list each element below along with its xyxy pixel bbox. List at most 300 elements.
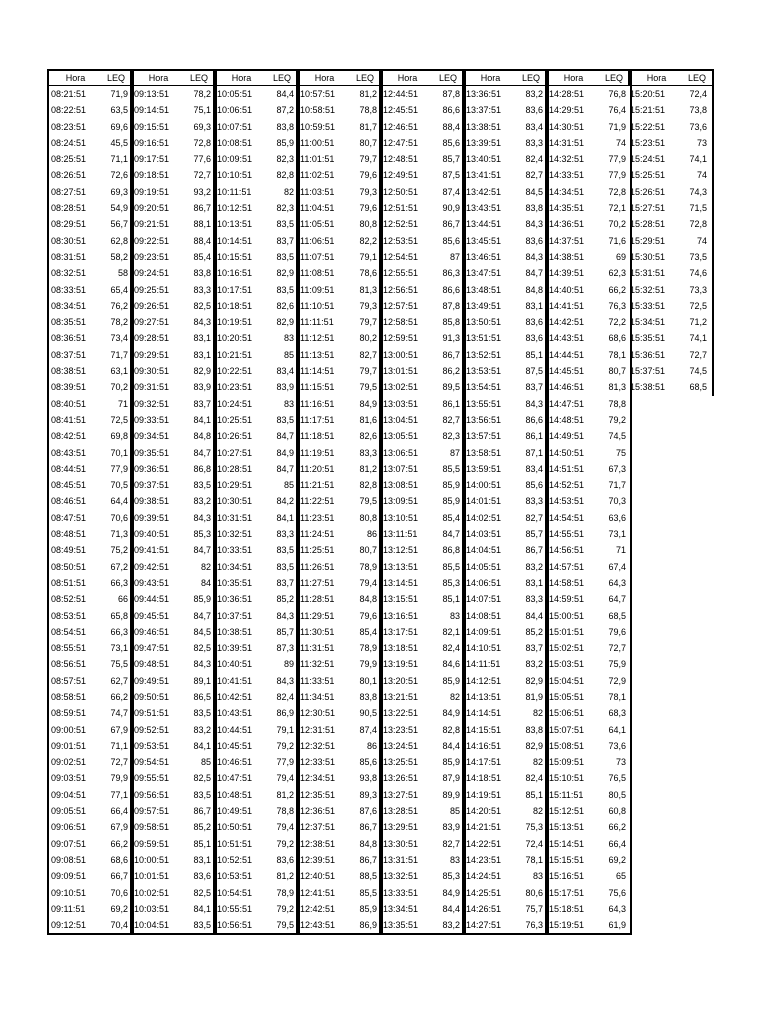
time-cell: 14:44:51 <box>549 349 585 360</box>
table-row <box>464 330 547 346</box>
time-cell: 08:37:51 <box>51 349 87 360</box>
time-cell: 11:10:51 <box>300 300 335 311</box>
table-row <box>298 640 381 656</box>
leq-cell: 82,9 <box>193 366 211 377</box>
table-row <box>628 379 712 395</box>
leq-cell: 74 <box>615 137 626 148</box>
leq-cell: 85,4 <box>193 251 211 262</box>
leq-cell: 85,9 <box>442 496 460 507</box>
table-row <box>381 901 464 917</box>
time-cell: 10:58:51 <box>300 105 336 116</box>
time-cell: 11:29:51 <box>300 610 335 621</box>
leq-cell: 85 <box>283 480 294 491</box>
leq-cell: 83,2 <box>525 659 543 670</box>
leq-cell: 84,7 <box>276 463 294 474</box>
table-row <box>49 852 132 868</box>
table-row <box>464 526 547 542</box>
table-row <box>464 298 547 314</box>
table-row <box>132 86 215 102</box>
table-row <box>381 86 464 102</box>
table-row <box>132 347 215 363</box>
table-row <box>49 184 132 200</box>
table-row <box>547 135 630 151</box>
table-row <box>49 836 132 852</box>
time-cell: 08:32:51 <box>51 268 87 279</box>
leq-cell: 76,5 <box>608 773 626 784</box>
leq-cell: 83,1 <box>193 854 211 865</box>
leq-cell: 83,8 <box>525 724 543 735</box>
time-cell: 10:54:51 <box>217 887 253 898</box>
table-row <box>381 689 464 705</box>
leq-cell: 71,5 <box>689 203 707 214</box>
time-cell: 09:16:51 <box>134 137 170 148</box>
table-row <box>464 493 547 509</box>
time-cell: 14:58:51 <box>549 577 585 588</box>
table-row <box>464 722 547 738</box>
table-row <box>381 379 464 395</box>
table-row <box>49 656 132 672</box>
table-row <box>464 836 547 852</box>
time-cell: 14:03:51 <box>466 529 502 540</box>
leq-cell: 83 <box>283 398 294 409</box>
table-row <box>215 542 298 558</box>
leq-cell: 83,4 <box>276 366 294 377</box>
leq-cell: 82,4 <box>276 691 294 702</box>
leq-cell: 66,2 <box>110 838 128 849</box>
time-cell: 10:10:51 <box>217 170 253 181</box>
time-cell: 10:51:51 <box>217 838 253 849</box>
time-cell: 12:40:51 <box>300 871 336 882</box>
table-row <box>49 314 132 330</box>
leq-cell: 83,8 <box>276 121 294 132</box>
table-row <box>547 640 630 656</box>
table-row <box>464 738 547 754</box>
table-row <box>628 330 712 346</box>
leq-cell: 85 <box>200 757 211 768</box>
table-row <box>547 216 630 232</box>
time-cell: 13:41:51 <box>466 170 502 181</box>
time-cell: 13:57:51 <box>466 431 502 442</box>
leq-cell: 69,8 <box>110 431 128 442</box>
time-cell: 10:31:51 <box>217 512 253 523</box>
table-row <box>49 493 132 509</box>
time-cell: 14:07:51 <box>466 594 502 605</box>
time-cell: 10:15:51 <box>217 251 253 262</box>
time-cell: 13:12:51 <box>383 545 419 556</box>
table-row <box>547 379 630 395</box>
leq-cell: 72,4 <box>689 89 707 99</box>
table-row <box>298 754 381 770</box>
table-row <box>547 493 630 509</box>
table-row <box>547 265 630 281</box>
leq-cell: 80,7 <box>359 137 377 148</box>
time-cell: 14:55:51 <box>549 529 585 540</box>
time-cell: 10:30:51 <box>217 496 253 507</box>
table-row <box>464 151 547 167</box>
leq-cell: 70,5 <box>110 480 128 491</box>
leq-cell: 85,7 <box>525 529 543 540</box>
table-row <box>215 216 298 232</box>
leq-cell: 69,3 <box>193 121 211 132</box>
time-cell: 12:31:51 <box>300 724 336 735</box>
time-cell: 10:23:51 <box>217 382 253 393</box>
table-row <box>49 542 132 558</box>
table-row <box>298 265 381 281</box>
time-cell: 09:59:51 <box>134 838 170 849</box>
time-cell: 09:13:51 <box>134 89 170 99</box>
leq-cell: 72,7 <box>689 349 707 360</box>
leq-cell: 74,7 <box>110 708 128 719</box>
leq-cell: 83,5 <box>276 545 294 556</box>
time-cell: 11:22:51 <box>300 496 335 507</box>
table-row <box>215 363 298 379</box>
leq-cell: 82,9 <box>276 317 294 328</box>
time-cell: 12:41:51 <box>300 887 336 898</box>
leq-cell: 83,5 <box>276 561 294 572</box>
time-cell: 09:48:51 <box>134 659 170 670</box>
leq-cell: 93,8 <box>359 773 377 784</box>
table-row <box>298 885 381 901</box>
table-row <box>464 575 547 591</box>
table-row <box>464 233 547 249</box>
table-row <box>547 167 630 183</box>
leq-cell: 79,6 <box>359 610 377 621</box>
table-row <box>381 559 464 575</box>
time-cell: 10:14:51 <box>217 235 253 246</box>
table-row <box>547 119 630 135</box>
leq-cell: 72,2 <box>608 317 626 328</box>
leq-cell: 79,4 <box>276 822 294 833</box>
table-row <box>298 624 381 640</box>
time-cell: 14:45:51 <box>549 366 585 377</box>
leq-cell: 77,6 <box>193 154 211 165</box>
data-column-block <box>296 69 383 935</box>
time-cell: 08:52:51 <box>51 594 87 605</box>
table-row <box>547 347 630 363</box>
leq-cell: 82 <box>532 806 543 817</box>
leq-cell: 73 <box>615 757 626 768</box>
time-cell: 15:25:51 <box>630 170 666 181</box>
leq-cell: 75,6 <box>608 887 626 898</box>
time-cell: 13:31:51 <box>383 854 419 865</box>
table-row <box>132 689 215 705</box>
time-cell: 08:34:51 <box>51 300 87 311</box>
table-row <box>381 836 464 852</box>
leq-cell: 70,6 <box>110 512 128 523</box>
leq-cell: 64,3 <box>608 577 626 588</box>
leq-cell: 85,2 <box>276 594 294 605</box>
leq-cell: 81,6 <box>359 414 377 425</box>
table-row <box>298 917 381 933</box>
column-header <box>628 71 712 86</box>
leq-cell: 81,3 <box>359 284 377 295</box>
leq-cell: 80,2 <box>359 333 377 344</box>
leq-cell: 87,6 <box>359 806 377 817</box>
leq-cell: 83,2 <box>442 920 460 931</box>
leq-cell: 82 <box>532 757 543 768</box>
time-cell: 14:28:51 <box>549 89 585 99</box>
time-cell: 10:45:51 <box>217 740 253 751</box>
table-row <box>132 624 215 640</box>
time-cell: 10:42:51 <box>217 691 253 702</box>
time-cell: 09:10:51 <box>51 887 87 898</box>
time-cell: 14:13:51 <box>466 691 502 702</box>
leq-cell: 82,4 <box>525 154 543 165</box>
leq-cell: 82,3 <box>442 431 460 442</box>
leq-cell: 84,4 <box>525 610 543 621</box>
time-cell: 10:27:51 <box>217 447 253 458</box>
leq-cell: 79,2 <box>276 903 294 914</box>
table-row <box>215 591 298 607</box>
time-cell: 15:35:51 <box>630 333 666 344</box>
leq-cell: 70,2 <box>608 219 626 230</box>
table-row <box>628 282 712 298</box>
time-cell: 09:39:51 <box>134 512 170 523</box>
table-row <box>49 477 132 493</box>
leq-cell: 75 <box>615 447 626 458</box>
leq-cell: 79,4 <box>276 773 294 784</box>
leq-cell: 78,2 <box>110 317 128 328</box>
leq-cell: 88,5 <box>359 871 377 882</box>
table-row <box>298 559 381 575</box>
leq-cell: 78,1 <box>525 854 543 865</box>
leq-cell: 63,5 <box>110 105 128 116</box>
leq-cell: 72,8 <box>608 186 626 197</box>
table-row <box>215 282 298 298</box>
table-row <box>298 852 381 868</box>
data-column-block <box>628 69 714 396</box>
leq-cell: 79,2 <box>276 838 294 849</box>
time-cell: 14:51:51 <box>549 463 585 474</box>
table-row <box>215 868 298 884</box>
table-row <box>547 917 630 933</box>
table-row <box>49 298 132 314</box>
table-row <box>49 151 132 167</box>
time-cell: 10:35:51 <box>217 577 253 588</box>
table-row <box>464 428 547 444</box>
leq-cell: 89,1 <box>193 675 211 686</box>
table-row <box>298 298 381 314</box>
leq-cell: 83,5 <box>193 480 211 491</box>
table-row <box>49 608 132 624</box>
table-row <box>381 608 464 624</box>
time-cell: 12:47:51 <box>383 137 419 148</box>
leq-cell: 83,6 <box>525 317 543 328</box>
table-row <box>464 656 547 672</box>
leq-cell: 84,9 <box>442 708 460 719</box>
time-cell: 10:28:51 <box>217 463 253 474</box>
table-row <box>215 102 298 118</box>
header-hora: Hora <box>148 73 169 83</box>
time-cell: 12:52:51 <box>383 219 419 230</box>
table-row <box>215 803 298 819</box>
table-row <box>215 249 298 265</box>
table-row <box>132 542 215 558</box>
table-row <box>381 282 464 298</box>
time-cell: 09:25:51 <box>134 284 170 295</box>
table-row <box>464 510 547 526</box>
time-cell: 09:14:51 <box>134 105 170 116</box>
time-cell: 13:42:51 <box>466 186 502 197</box>
time-cell: 11:02:51 <box>300 170 335 181</box>
leq-cell: 83,5 <box>193 789 211 800</box>
time-cell: 12:57:51 <box>383 300 419 311</box>
time-cell: 11:06:51 <box>300 235 335 246</box>
table-row <box>215 233 298 249</box>
time-cell: 13:33:51 <box>383 887 419 898</box>
leq-cell: 72,5 <box>110 414 128 425</box>
leq-cell: 77,9 <box>276 757 294 768</box>
leq-cell: 74,1 <box>689 154 707 165</box>
table-row <box>547 330 630 346</box>
table-row <box>547 298 630 314</box>
time-cell: 13:52:51 <box>466 349 502 360</box>
time-cell: 12:54:51 <box>383 251 419 262</box>
leq-cell: 85,2 <box>193 822 211 833</box>
table-row <box>381 200 464 216</box>
leq-cell: 66,2 <box>608 822 626 833</box>
table-row <box>547 314 630 330</box>
leq-cell: 72,8 <box>689 219 707 230</box>
time-cell: 13:45:51 <box>466 235 502 246</box>
leq-cell: 63,6 <box>608 512 626 523</box>
leq-cell: 84,6 <box>442 659 460 670</box>
leq-cell: 82,2 <box>359 235 377 246</box>
leq-cell: 67,4 <box>608 561 626 572</box>
time-cell: 14:52:51 <box>549 480 585 491</box>
column-header <box>215 71 298 86</box>
time-cell: 15:10:51 <box>549 773 585 784</box>
leq-cell: 83,2 <box>525 561 543 572</box>
table-row <box>298 656 381 672</box>
leq-cell: 85,9 <box>193 594 211 605</box>
time-cell: 08:59:51 <box>51 708 87 719</box>
leq-cell: 89,5 <box>442 382 460 393</box>
leq-cell: 64,7 <box>608 594 626 605</box>
table-row <box>132 102 215 118</box>
leq-cell: 76,4 <box>608 105 626 116</box>
time-cell: 09:01:51 <box>51 740 87 751</box>
leq-cell: 83 <box>449 854 460 865</box>
table-row <box>381 330 464 346</box>
time-cell: 14:56:51 <box>549 545 585 556</box>
time-cell: 11:11:51 <box>300 317 334 328</box>
leq-cell: 76,3 <box>608 300 626 311</box>
leq-cell: 85,1 <box>525 349 543 360</box>
time-cell: 11:33:51 <box>300 675 335 686</box>
time-cell: 11:13:51 <box>300 349 335 360</box>
time-cell: 09:54:51 <box>134 757 170 768</box>
leq-cell: 84,8 <box>359 838 377 849</box>
time-cell: 13:47:51 <box>466 268 502 279</box>
time-cell: 08:49:51 <box>51 545 87 556</box>
leq-cell: 83,4 <box>525 463 543 474</box>
table-row <box>215 510 298 526</box>
table-row <box>547 836 630 852</box>
time-cell: 15:38:51 <box>630 382 666 393</box>
table-row <box>49 722 132 738</box>
leq-cell: 85,2 <box>525 626 543 637</box>
leq-cell: 79,1 <box>276 724 294 735</box>
table-row <box>215 151 298 167</box>
table-row <box>49 705 132 721</box>
leq-cell: 86,6 <box>525 414 543 425</box>
table-row <box>628 298 712 314</box>
leq-cell: 83,7 <box>276 577 294 588</box>
table-row <box>215 347 298 363</box>
leq-cell: 83,2 <box>193 496 211 507</box>
table-row <box>547 282 630 298</box>
table-row <box>547 624 630 640</box>
table-row <box>464 86 547 102</box>
leq-cell: 73 <box>696 137 707 148</box>
time-cell: 14:09:51 <box>466 626 502 637</box>
time-cell: 15:17:51 <box>549 887 585 898</box>
leq-cell: 84,7 <box>193 447 211 458</box>
time-cell: 12:43:51 <box>300 920 336 931</box>
table-row <box>298 428 381 444</box>
time-cell: 08:35:51 <box>51 317 87 328</box>
table-row <box>547 608 630 624</box>
leq-cell: 83,3 <box>193 284 211 295</box>
time-cell: 15:00:51 <box>549 610 585 621</box>
time-cell: 08:44:51 <box>51 463 87 474</box>
table-row <box>381 852 464 868</box>
table-row <box>49 510 132 526</box>
time-cell: 10:55:51 <box>217 903 253 914</box>
leq-cell: 79,7 <box>359 317 377 328</box>
leq-cell: 86,2 <box>442 366 460 377</box>
leq-cell: 86,1 <box>525 431 543 442</box>
leq-cell: 73,5 <box>689 251 707 262</box>
leq-cell: 85 <box>449 806 460 817</box>
time-cell: 09:00:51 <box>51 724 87 735</box>
column-header <box>381 71 464 86</box>
leq-cell: 84,8 <box>193 431 211 442</box>
leq-cell: 80,8 <box>359 219 377 230</box>
leq-cell: 87,3 <box>276 643 294 654</box>
time-cell: 15:01:51 <box>549 626 585 637</box>
leq-cell: 81,2 <box>359 463 377 474</box>
leq-cell: 89,9 <box>442 789 460 800</box>
time-cell: 12:42:51 <box>300 903 336 914</box>
table-row <box>381 868 464 884</box>
time-cell: 12:49:51 <box>383 170 419 181</box>
time-cell: 14:26:51 <box>466 903 502 914</box>
table-row <box>298 608 381 624</box>
leq-cell: 82 <box>283 186 294 197</box>
time-cell: 12:50:51 <box>383 186 419 197</box>
time-cell: 11:00:51 <box>300 137 335 148</box>
table-row <box>132 510 215 526</box>
table-row <box>132 852 215 868</box>
leq-cell: 78,9 <box>359 561 377 572</box>
time-cell: 09:17:51 <box>134 154 170 165</box>
table-row <box>547 363 630 379</box>
time-cell: 15:06:51 <box>549 708 585 719</box>
time-cell: 10:13:51 <box>217 219 253 230</box>
table-row <box>132 917 215 933</box>
table-row <box>381 526 464 542</box>
time-cell: 13:36:51 <box>466 89 502 99</box>
table-row <box>381 673 464 689</box>
time-cell: 15:16:51 <box>549 871 585 882</box>
time-cell: 15:28:51 <box>630 219 666 230</box>
leq-cell: 84,4 <box>276 89 294 99</box>
table-row <box>381 656 464 672</box>
table-row <box>464 119 547 135</box>
time-cell: 10:34:51 <box>217 561 253 572</box>
